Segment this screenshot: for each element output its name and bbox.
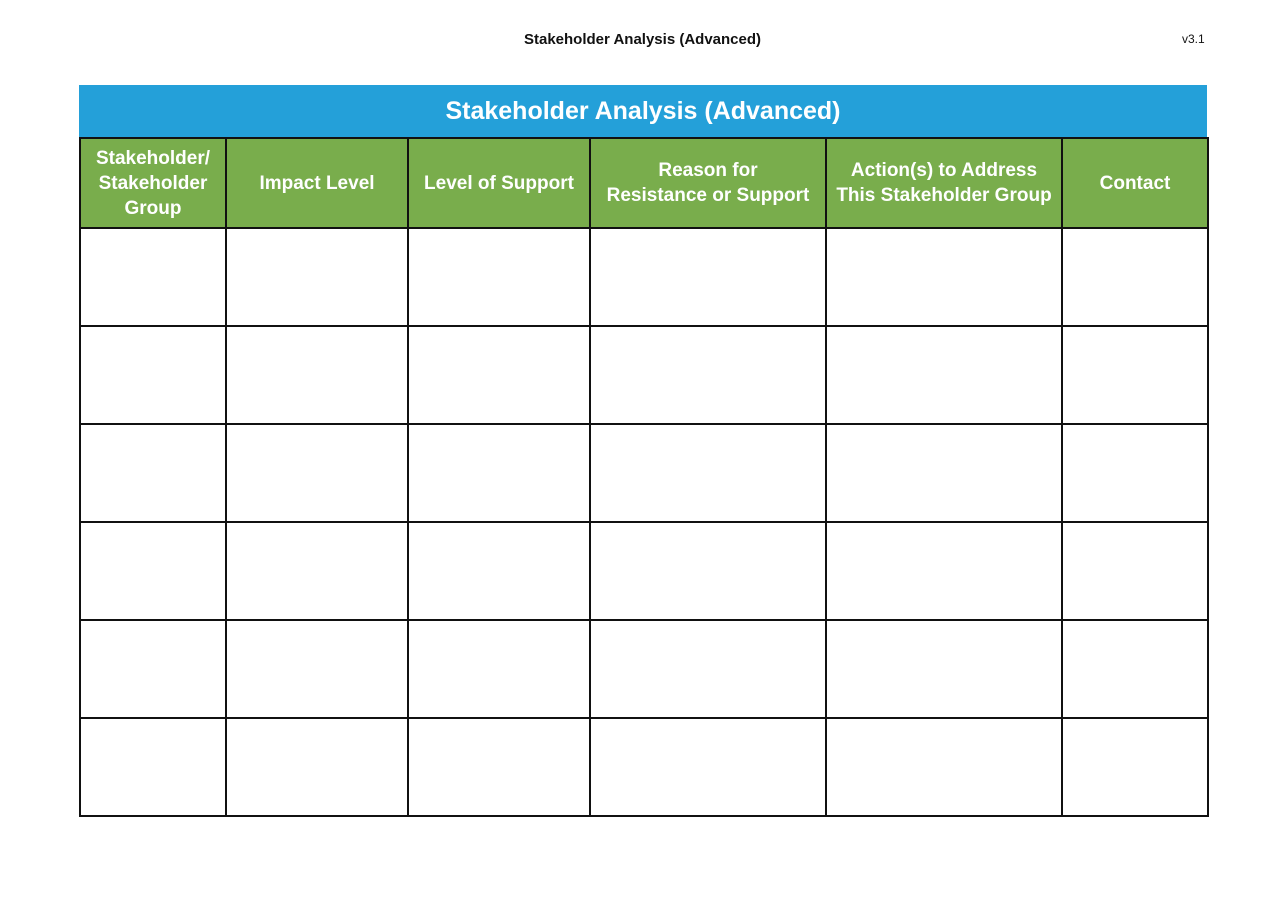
table-row: [80, 620, 1208, 718]
table-cell[interactable]: [226, 522, 408, 620]
table-cell[interactable]: [80, 522, 226, 620]
header-line: Reason for: [658, 160, 758, 181]
header-line: This Stakeholder Group: [836, 185, 1052, 206]
table-cell[interactable]: [226, 718, 408, 816]
table-cell[interactable]: [590, 718, 826, 816]
table-cell[interactable]: [408, 620, 590, 718]
table-cell[interactable]: [408, 424, 590, 522]
table-cell[interactable]: [590, 424, 826, 522]
table-cell[interactable]: [590, 326, 826, 424]
header-line: Level of Support: [424, 172, 574, 194]
column-header-reason: [590, 138, 826, 228]
header-line: Action(s) to Address: [850, 160, 1038, 181]
table-header-row: [80, 138, 1208, 228]
table-cell[interactable]: [80, 424, 226, 522]
table-cell[interactable]: [408, 718, 590, 816]
table-banner-title: Stakeholder Analysis (Advanced): [79, 85, 1207, 137]
table-cell[interactable]: [1062, 326, 1208, 424]
stakeholder-table-container: [79, 85, 1207, 817]
table-cell[interactable]: [826, 228, 1062, 326]
column-header-stakeholder-group: [80, 138, 226, 228]
table-cell[interactable]: [1062, 424, 1208, 522]
table-row: [80, 326, 1208, 424]
column-header-actions: [826, 138, 1062, 228]
table-row: [80, 424, 1208, 522]
table-row: [80, 522, 1208, 620]
table-cell[interactable]: [826, 522, 1062, 620]
table-cell[interactable]: [80, 228, 226, 326]
table-cell[interactable]: [226, 620, 408, 718]
header-line: Resistance or Support: [606, 185, 810, 206]
header-line: Stakeholder/: [95, 147, 211, 169]
table-cell[interactable]: [80, 326, 226, 424]
table-cell[interactable]: [226, 326, 408, 424]
table-cell[interactable]: [826, 718, 1062, 816]
table-cell[interactable]: [408, 326, 590, 424]
table-cell[interactable]: [226, 424, 408, 522]
document-title: Stakeholder Analysis (Advanced): [523, 31, 762, 48]
table-row: [80, 718, 1208, 816]
column-header-level-of-support: [408, 138, 590, 228]
table-cell[interactable]: [1062, 228, 1208, 326]
header-line: Stakeholder: [98, 172, 208, 194]
version-label: v3.1: [1182, 32, 1205, 46]
column-header-contact: [1062, 138, 1208, 228]
table-cell[interactable]: [1062, 522, 1208, 620]
table-cell[interactable]: [80, 718, 226, 816]
table-cell[interactable]: [226, 228, 408, 326]
header-line: Contact: [1099, 172, 1171, 194]
table-cell[interactable]: [1062, 718, 1208, 816]
column-header-impact-level: [226, 138, 408, 228]
table-row: [80, 228, 1208, 326]
table-cell[interactable]: [1062, 620, 1208, 718]
table-cell[interactable]: [408, 522, 590, 620]
header-line: Group: [124, 197, 182, 219]
stakeholder-table: [79, 137, 1209, 817]
table-cell[interactable]: [590, 228, 826, 326]
table-cell[interactable]: [590, 620, 826, 718]
table-cell[interactable]: [80, 620, 226, 718]
table-cell[interactable]: [826, 424, 1062, 522]
header-line: Impact Level: [259, 172, 375, 194]
table-cell[interactable]: [826, 620, 1062, 718]
table-cell[interactable]: [408, 228, 590, 326]
table-cell[interactable]: [590, 522, 826, 620]
table-cell[interactable]: [826, 326, 1062, 424]
